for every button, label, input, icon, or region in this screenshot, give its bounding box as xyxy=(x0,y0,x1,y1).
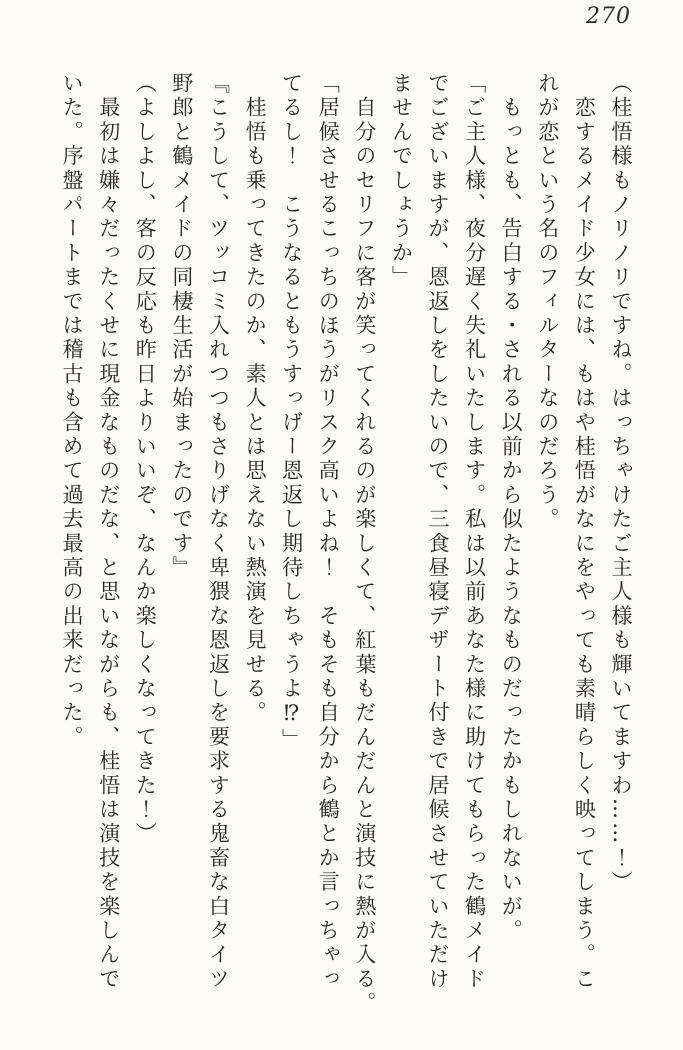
text-line: 「ご主人様、夜分遅く失礼いたします。私は以前あなた様に助けてもらった鶴メイド xyxy=(462,72,487,992)
text-line: 自分のセリフに客が笑ってくれるのが楽しくて、紅葉もだんだんと演技に熱が入る。 xyxy=(352,72,377,1016)
text-line: ませんでしょうか」 xyxy=(389,72,414,290)
text-line: （よしよし、客の反応も昨日よりいいぞ、なんか楽しくなってきた！） xyxy=(133,72,158,847)
text-line: でございますが、恩返しをしたいので、三食昼寝デザート付きで居候させていただけ xyxy=(426,72,451,992)
text-line: もっとも、告白する・される以前から似たようなものだったかもしれないが。 xyxy=(499,72,524,944)
body-text xyxy=(54,72,640,1024)
text-line: いた。序盤パートまでは稽古も含めて過去最高の出来だった。 xyxy=(60,72,85,750)
text-line: 桂悟も乗ってきたのか、素人とは思えない熱演を見せる。 xyxy=(243,72,268,726)
page-number: 270 xyxy=(586,4,631,29)
text-line: （桂悟様もノリノリですね。はっちゃけたご主人様も輝いてますわ……！） xyxy=(609,72,633,895)
text-line: 最初は嫌々だったくせに現金なものだな、と思いながらも、桂悟は演技を楽しんで xyxy=(96,72,121,992)
text-line: 『こうして、ツッコミ入れつつもさりげなく卑猥な恩返しを要求する鬼畜な白タイツ xyxy=(206,72,231,992)
text-line: 恋するメイド少女には、もはや桂悟がなにをやっても素晴らしく映ってしまう。こ xyxy=(572,72,597,992)
text-line: てるし！ こうなるともうすっげー恩返し期待しちゃうよ⁉」 xyxy=(279,72,304,753)
text-line: 「居候させるこっちのほうがリスク高いよね！ そもそも自分から鶴とか言っちゃっ xyxy=(316,72,341,992)
text-line: 野郎と鶴メイドの同棲生活が始まったのです』 xyxy=(169,72,194,581)
text-line: れが恋という名のフィルターなのだろう。 xyxy=(535,72,560,532)
